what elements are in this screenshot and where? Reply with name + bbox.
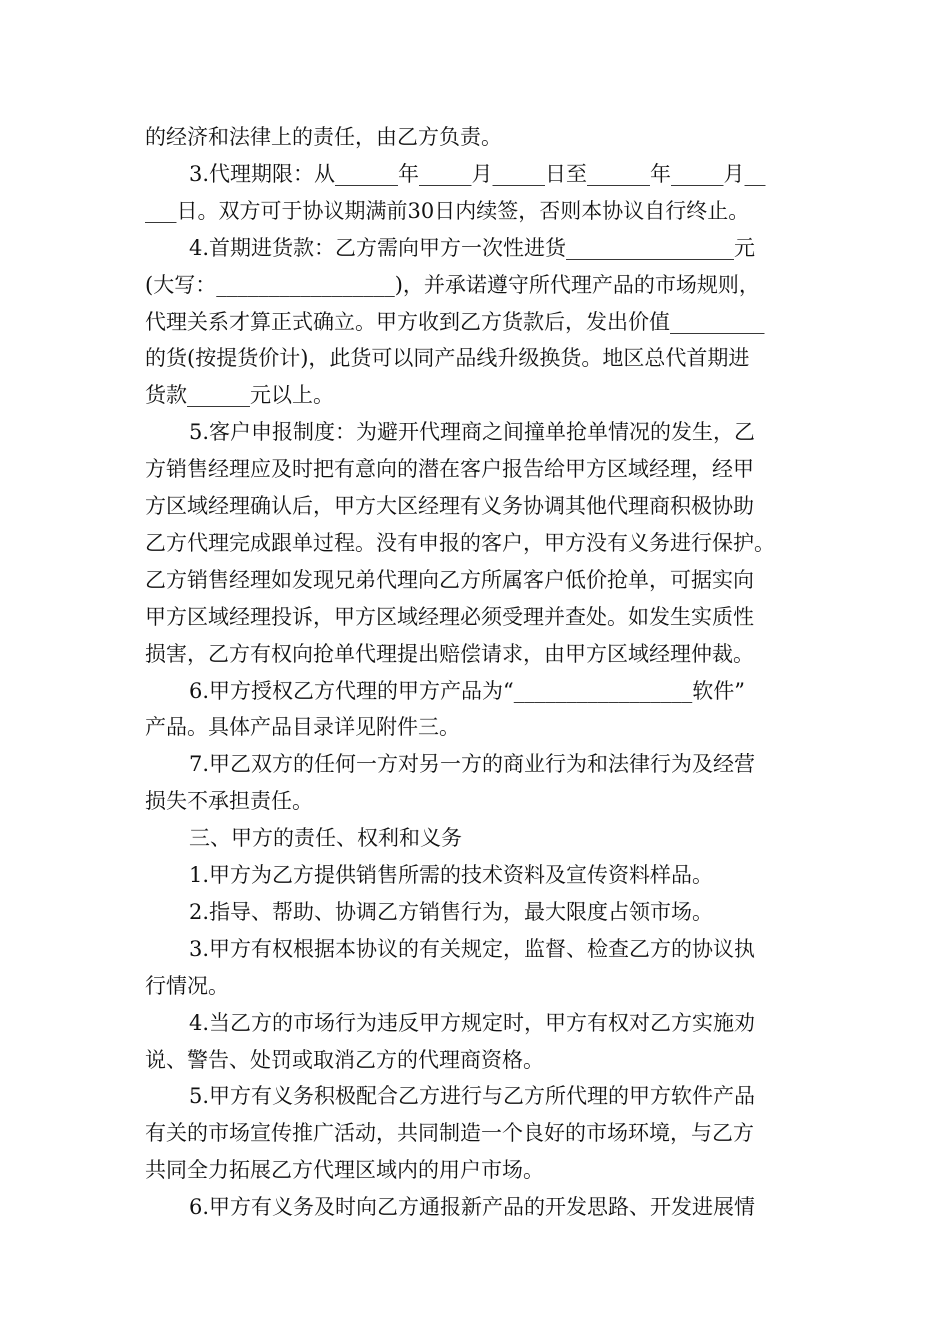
text-line: 行情况。 xyxy=(145,974,229,998)
text-line: 说、警告、处罚或取消乙方的代理商资格。 xyxy=(145,1048,544,1072)
text-line: 有关的市场宣传推广活动，共同制造一个良好的市场环境，与乙方 xyxy=(145,1121,754,1145)
text-line: 4.首期进货款：乙方需向甲方一次性进货________________元 xyxy=(189,236,756,260)
text-line: 2.指导、帮助、协调乙方销售行为，最大限度占领市场。 xyxy=(189,900,714,924)
text-line: 甲方区域经理投诉，甲方区域经理必须受理并查处。如发生实质性 xyxy=(145,605,754,629)
text-line: 1.甲方为乙方提供销售所需的技术资料及宣传资料样品。 xyxy=(189,863,714,887)
text-line: 的货(按提货价计)，此货可以同产品线升级换货。地区总代首期进 xyxy=(145,346,750,370)
text-line: 5.客户申报制度：为避开代理商之间撞单抢单情况的发生，乙 xyxy=(189,420,756,444)
text-line: 的经济和法律上的责任，由乙方负责。 xyxy=(145,125,502,149)
text-line: 6.甲方有义务及时向乙方通报新产品的开发思路、开发进展情 xyxy=(189,1195,756,1219)
text-line: 代理关系才算正式确立。甲方收到乙方货款后，发出价值_________ xyxy=(145,310,765,334)
text-line: 3.代理期限：从______年_____月_____日至______年_____月__ xyxy=(189,162,766,186)
text-line: 乙方销售经理如发现兄弟代理向乙方所属客户低价抢单，可据实向 xyxy=(145,568,754,592)
text-line: 乙方代理完成跟单过程。没有申报的客户，甲方没有义务进行保护。 xyxy=(145,531,775,555)
text-line: 方区域经理确认后，甲方大区经理有义务协调其他代理商积极协助 xyxy=(145,494,754,518)
text-line: 损失不承担责任。 xyxy=(145,789,313,813)
text-line: 货款______元以上。 xyxy=(145,383,334,407)
text-line: 6.甲方授权乙方代理的甲方产品为“_________________软件” xyxy=(189,679,746,703)
text-line: 方销售经理应及时把有意向的潜在客户报告给甲方区域经理，经甲 xyxy=(145,457,754,481)
text-line: 5.甲方有义务积极配合乙方进行与乙方所代理的甲方软件产品 xyxy=(189,1084,756,1108)
text-line: 共同全力拓展乙方代理区域内的用户市场。 xyxy=(145,1158,544,1182)
text-line: ___日。双方可于协议期满前30日内续签，否则本协议自行终止。 xyxy=(145,199,750,223)
text-line: 3.甲方有权根据本协议的有关规定，监督、检查乙方的协议执 xyxy=(189,937,756,961)
text-line: 4.当乙方的市场行为违反甲方规定时，甲方有权对乙方实施劝 xyxy=(189,1011,756,1035)
text-line: 损害，乙方有权向抢单代理提出赔偿请求，由甲方区域经理仲裁。 xyxy=(145,642,754,666)
text-line: 产品。具体产品目录详见附件三。 xyxy=(145,715,460,739)
text-line: 7.甲乙双方的任何一方对另一方的商业行为和法律行为及经营 xyxy=(189,752,756,776)
text-line: (大写：_________________)，并承诺遵守所代理产品的市场规则， xyxy=(145,273,760,297)
section-heading: 三、甲方的责任、权利和义务 xyxy=(189,826,462,850)
